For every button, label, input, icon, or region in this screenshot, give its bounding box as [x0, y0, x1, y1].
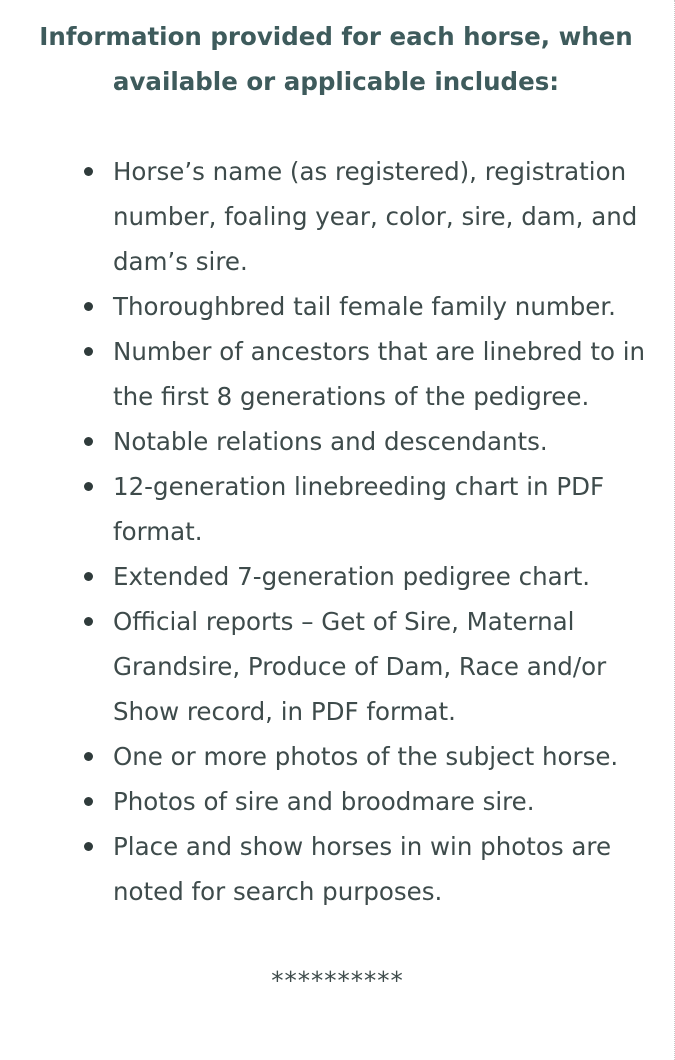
- list-item: [0, 329, 672, 419]
- info-list: [0, 149, 672, 914]
- list-item-text: Photos of sire and broodmare sire.: [113, 787, 535, 816]
- list-item-text: Horse’s name (as registered), registration number, foaling year, color, sire, dam, and dam’s sire.: [113, 157, 638, 276]
- list-item: [0, 824, 672, 914]
- section-heading: [0, 0, 672, 104]
- list-item-text: Extended 7-generation pedigree chart.: [113, 562, 591, 591]
- list-item-text: Notable relations and descendants.: [113, 427, 548, 456]
- list-item-text: Number of ancestors that are linebred to in the first 8 generations of the pedigree.: [113, 337, 646, 411]
- bullet-icon: [84, 842, 93, 851]
- bullet-icon: [84, 797, 93, 806]
- list-item-text: 12-generation linebreeding chart in PDF format.: [113, 472, 605, 546]
- list-item: [0, 779, 672, 824]
- list-item: [0, 419, 672, 464]
- bullet-icon: [84, 617, 93, 626]
- list-item: [0, 464, 672, 554]
- bullet-icon: [84, 347, 93, 356]
- bullet-icon: [84, 302, 93, 311]
- bullet-icon: [84, 437, 93, 446]
- list-item-text: Official reports – Get of Sire, Maternal Grandsire, Produce of Dam, Race and/or Show record, in PDF format.: [113, 607, 607, 726]
- asterisk-divider: **********: [271, 966, 404, 995]
- heading-line-1: Information provided for each horse, when: [39, 22, 633, 51]
- bullet-icon: [84, 167, 93, 176]
- bullet-icon: [84, 572, 93, 581]
- list-item: [0, 599, 672, 734]
- heading-line-2: available or applicable includes:: [112, 67, 560, 96]
- list-item-text: Thoroughbred tail female family number.: [113, 292, 616, 321]
- list-item: [0, 284, 672, 329]
- list-item: [0, 554, 672, 599]
- list-item-text: One or more photos of the subject horse.: [113, 742, 619, 771]
- bullet-icon: [84, 752, 93, 761]
- list-item-text: Place and show horses in win photos are noted for search purposes.: [113, 832, 612, 906]
- list-item: [0, 734, 672, 779]
- list-item: [0, 149, 672, 284]
- bullet-icon: [84, 482, 93, 491]
